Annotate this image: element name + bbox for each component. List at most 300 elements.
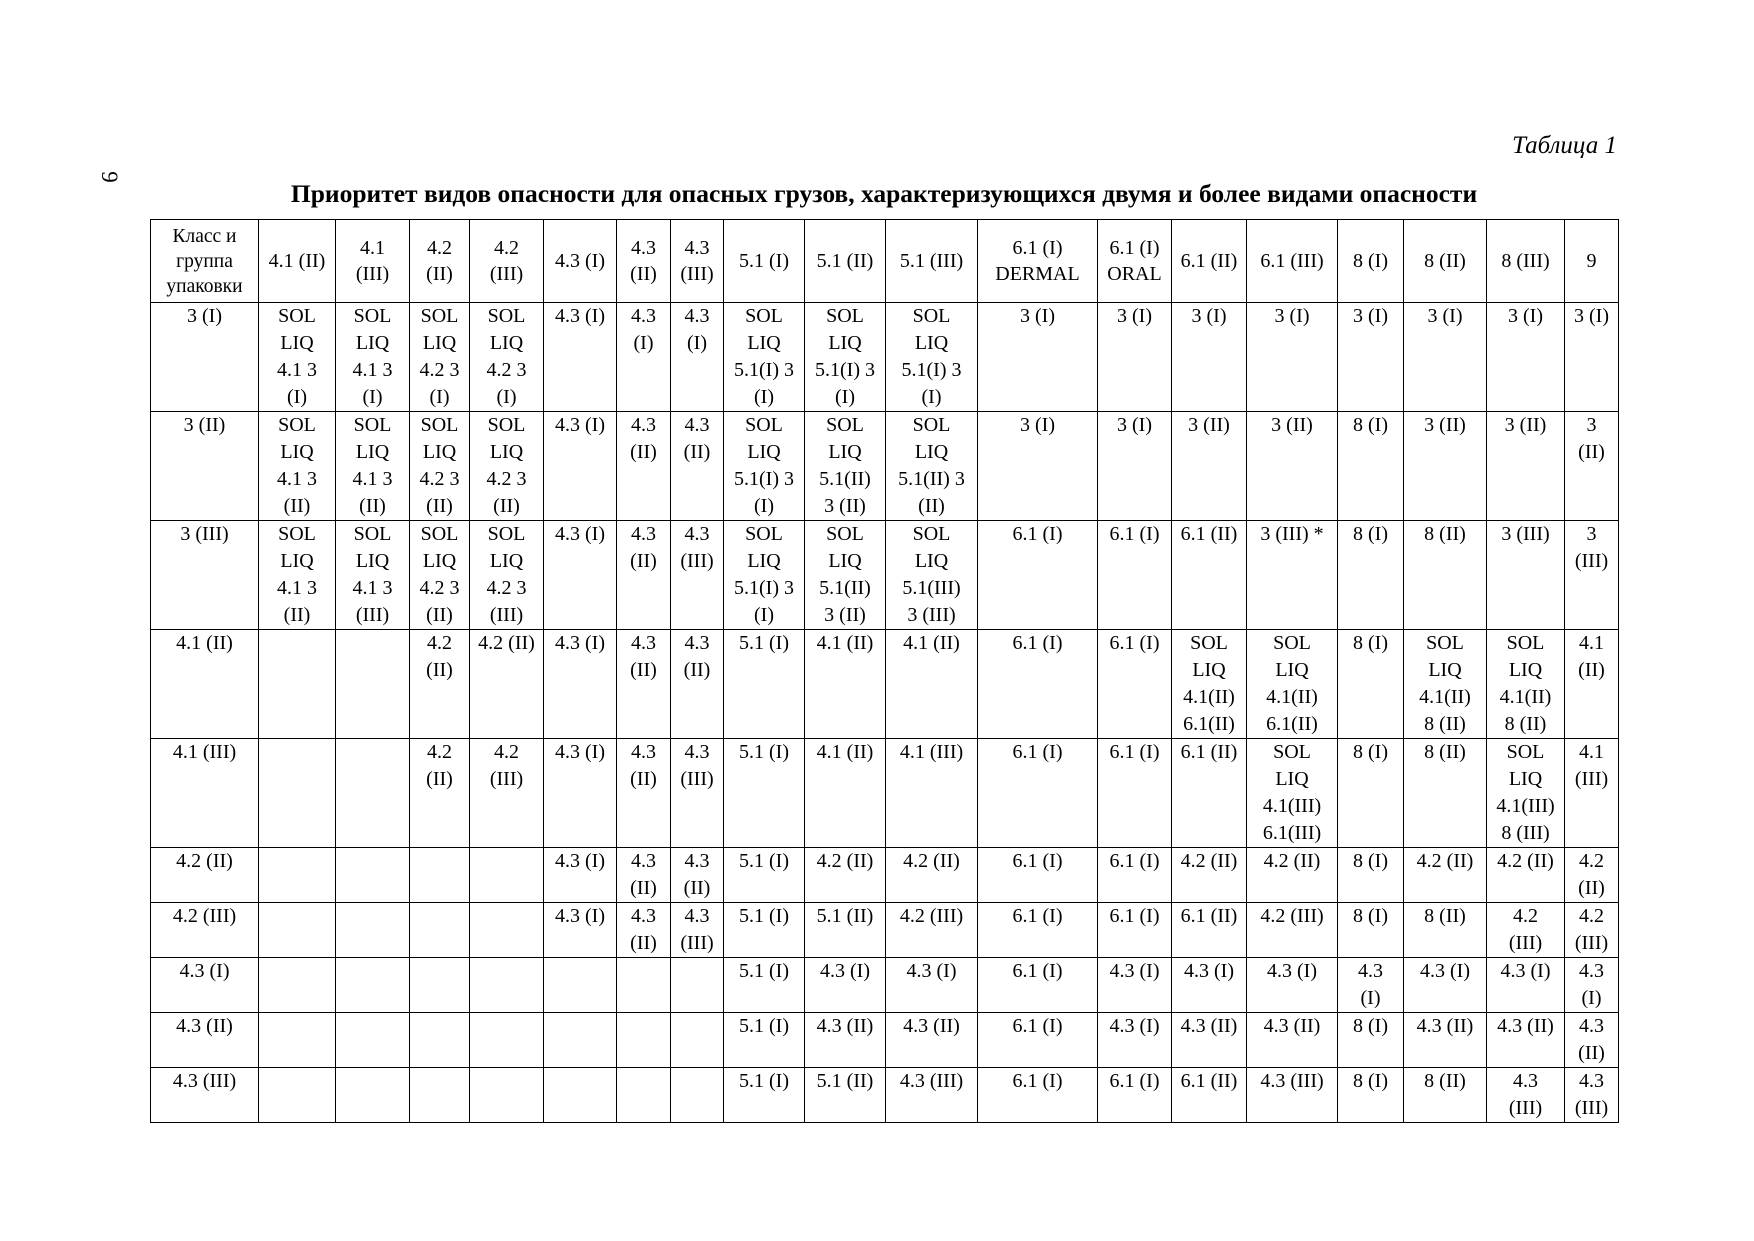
column-header-line: (II) bbox=[426, 263, 453, 285]
corner-header-line: упаковки bbox=[166, 275, 243, 297]
table-cell bbox=[410, 630, 470, 739]
cell-line: 8 (III) bbox=[1501, 822, 1550, 844]
cell-line: SOL bbox=[278, 305, 316, 327]
cell-line: 3 (I) bbox=[1191, 305, 1227, 327]
table-cell bbox=[1098, 303, 1172, 412]
cell-line: (III) bbox=[1508, 932, 1543, 954]
cell-line: 4.3 (I) bbox=[1109, 1015, 1160, 1037]
table-cell bbox=[1404, 630, 1487, 739]
cell-line: 3 (I) bbox=[1574, 305, 1609, 327]
table-cell bbox=[1487, 303, 1565, 412]
table-cell bbox=[336, 412, 410, 521]
cell-line: 4.3 (I) bbox=[555, 905, 605, 927]
table-row bbox=[151, 903, 1619, 958]
cell-line: (III) bbox=[1574, 1097, 1609, 1119]
table-cell bbox=[617, 412, 671, 521]
table-cell bbox=[1487, 1068, 1565, 1123]
table-cell bbox=[978, 521, 1098, 630]
row-header-cell: 4.1 (III) bbox=[151, 739, 259, 848]
cell-line: 4.1 3 bbox=[277, 359, 317, 381]
column-header-line: 8 (II) bbox=[1424, 250, 1466, 272]
cell-line: 8 (I) bbox=[1353, 523, 1388, 545]
table-cell bbox=[336, 1068, 410, 1123]
cell-line: LIQ bbox=[489, 441, 524, 463]
cell-line: (III) bbox=[1574, 768, 1609, 790]
cell-line: (II) bbox=[1578, 441, 1605, 463]
table-body bbox=[151, 303, 1619, 1123]
cell-line: 4.1 3 bbox=[352, 577, 393, 599]
cell-line: 3 (II) bbox=[1424, 414, 1466, 436]
column-header bbox=[1404, 220, 1487, 303]
table-cell bbox=[805, 412, 886, 521]
table-cell bbox=[1565, 848, 1619, 903]
table-cell bbox=[886, 303, 978, 412]
table-cell bbox=[1487, 739, 1565, 848]
cell-line: 4.3 (I) bbox=[1184, 960, 1234, 982]
table-cell bbox=[1404, 903, 1487, 958]
cell-line: (II) bbox=[630, 659, 657, 681]
page-number: 9 bbox=[97, 171, 122, 183]
cell-line: SOL bbox=[278, 523, 316, 545]
column-header-line: 8 (III) bbox=[1501, 250, 1550, 272]
table-cell bbox=[1404, 1068, 1487, 1123]
row-header-cell: 4.1 (II) bbox=[151, 630, 259, 739]
cell-line: 4.2 (II) bbox=[1497, 850, 1554, 872]
cell-line: 4.2 (II) bbox=[1180, 850, 1238, 872]
cell-line: 5.1 (I) bbox=[739, 1070, 789, 1092]
table-cell bbox=[724, 848, 805, 903]
table-cell bbox=[1338, 1013, 1404, 1068]
cell-line: 4.1 3 bbox=[352, 468, 393, 490]
cell-line: LIQ bbox=[914, 332, 949, 354]
cell-line: (III) bbox=[489, 604, 524, 626]
column-header bbox=[671, 220, 724, 303]
table-cell bbox=[1565, 412, 1619, 521]
row-header-cell: 4.3 (III) bbox=[151, 1068, 259, 1123]
cell-line: 3 (I) bbox=[1353, 305, 1388, 327]
cell-line: LIQ bbox=[747, 441, 781, 463]
table-cell bbox=[1098, 958, 1172, 1013]
cell-line: (I) bbox=[287, 386, 307, 408]
table-cell bbox=[470, 303, 544, 412]
row-header-cell: 4.2 (II) bbox=[151, 848, 259, 903]
cell-line: 4.2 (II) bbox=[478, 632, 535, 654]
table-cell bbox=[259, 903, 336, 958]
cell-line: 3 (II) bbox=[824, 495, 866, 517]
table-cell bbox=[1098, 1068, 1172, 1123]
table-cell bbox=[470, 521, 544, 630]
cell-line: 8 (I) bbox=[1353, 414, 1388, 436]
cell-line: 6.1 (II) bbox=[1180, 741, 1238, 763]
column-header-line: 6.1 (II) bbox=[1180, 250, 1238, 272]
cell-line: 4.1(III) bbox=[1496, 795, 1555, 817]
cell-line: (II) bbox=[630, 441, 657, 463]
cell-line: SOL bbox=[420, 414, 459, 436]
table-cell bbox=[470, 412, 544, 521]
cell-line: SOL bbox=[1426, 632, 1464, 654]
table-cell bbox=[410, 412, 470, 521]
cell-line: SOL bbox=[487, 523, 526, 545]
table-cell bbox=[617, 903, 671, 958]
table-cell bbox=[470, 958, 544, 1013]
cell-line: 4.2 (II) bbox=[903, 850, 960, 872]
cell-line: 3 bbox=[1586, 523, 1597, 545]
table-cell bbox=[1247, 412, 1338, 521]
table-cell bbox=[978, 1013, 1098, 1068]
cell-line: LIQ bbox=[422, 550, 457, 572]
cell-line: LIQ bbox=[828, 550, 862, 572]
cell-line: LIQ bbox=[280, 441, 314, 463]
cell-line: 5.1(II) bbox=[819, 577, 871, 599]
cell-line: 4.3 bbox=[631, 741, 656, 763]
cell-line: 6.1 (I) bbox=[1012, 905, 1063, 927]
cell-line: SOL bbox=[420, 305, 459, 327]
cell-line: 4.3 (III) bbox=[1260, 1070, 1324, 1092]
cell-line: LIQ bbox=[914, 550, 949, 572]
cell-line: 3 (I) bbox=[1427, 305, 1463, 327]
cell-line: (III) bbox=[680, 550, 714, 572]
cell-line: 4.3 (II) bbox=[1180, 1015, 1238, 1037]
cell-line: 3 (I) bbox=[1020, 414, 1055, 436]
table-row bbox=[151, 958, 1619, 1013]
table-cell bbox=[886, 903, 978, 958]
cell-line: 6.1 (I) bbox=[1109, 905, 1160, 927]
cell-line: LIQ bbox=[1508, 768, 1543, 790]
cell-line: 6.1 (I) bbox=[1109, 741, 1160, 763]
table-cell bbox=[805, 1013, 886, 1068]
cell-line: 8 (I) bbox=[1353, 632, 1388, 654]
cell-line: 4.3 bbox=[1579, 1070, 1604, 1092]
table-cell bbox=[617, 958, 671, 1013]
cell-line: 4.1(II) bbox=[1266, 686, 1318, 708]
cell-line: (I) bbox=[754, 604, 774, 626]
column-header bbox=[544, 220, 617, 303]
column-header bbox=[336, 220, 410, 303]
cell-line: LIQ bbox=[280, 332, 314, 354]
cell-line: 4.1(II) bbox=[1419, 686, 1471, 708]
table-cell bbox=[1098, 521, 1172, 630]
cell-line: LIQ bbox=[828, 441, 862, 463]
column-header-line: 4.3 (I) bbox=[555, 250, 605, 272]
cell-line: 6.1 (I) bbox=[1012, 850, 1063, 872]
table-cell bbox=[1487, 412, 1565, 521]
column-header-line: 4.3 bbox=[684, 237, 710, 259]
cell-line: LIQ bbox=[747, 550, 781, 572]
table-cell bbox=[1404, 958, 1487, 1013]
table-cell bbox=[259, 630, 336, 739]
cell-line: 4.3 bbox=[1358, 960, 1383, 982]
cell-line: SOL bbox=[278, 414, 316, 436]
column-header bbox=[978, 220, 1098, 303]
cell-line: LIQ bbox=[1192, 659, 1226, 681]
table-cell bbox=[724, 739, 805, 848]
table-cell bbox=[544, 521, 617, 630]
table-cell bbox=[1404, 303, 1487, 412]
cell-line: LIQ bbox=[489, 550, 524, 572]
table-cell bbox=[410, 1013, 470, 1068]
row-header-cell: 3 (III) bbox=[151, 521, 259, 630]
column-header-line: 9 bbox=[1586, 250, 1597, 272]
table-cell bbox=[886, 1013, 978, 1068]
cell-line: 4.3 (I) bbox=[555, 741, 605, 763]
cell-line: 4.2 (II) bbox=[816, 850, 874, 872]
cell-line: (II) bbox=[426, 495, 453, 517]
cell-line: 4.1(II) bbox=[1499, 686, 1552, 708]
table-cell bbox=[336, 903, 410, 958]
cell-line: 4.2 3 bbox=[486, 577, 527, 599]
cell-line: (II) bbox=[1578, 1042, 1605, 1064]
table-row bbox=[151, 303, 1619, 412]
table-row bbox=[151, 848, 1619, 903]
cell-line: (II) bbox=[683, 659, 711, 681]
cell-line: 5.1 (I) bbox=[739, 632, 789, 654]
column-header bbox=[617, 220, 671, 303]
cell-line: 4.3 (I) bbox=[1420, 960, 1470, 982]
table-title: Приоритет видов опасности для опасных грузов, характеризующихся двумя и более видами опасности bbox=[290, 179, 1478, 208]
table-cell bbox=[886, 630, 978, 739]
table-cell bbox=[410, 739, 470, 848]
table-cell bbox=[724, 958, 805, 1013]
table-cell bbox=[410, 958, 470, 1013]
cell-line: 4.2 bbox=[1513, 905, 1538, 927]
cell-line: 3 (I) bbox=[1274, 305, 1310, 327]
column-header bbox=[724, 220, 805, 303]
cell-line: 8 (II) bbox=[1424, 523, 1466, 545]
column-header-line: 4.1 (II) bbox=[268, 250, 326, 272]
table-cell bbox=[1565, 303, 1619, 412]
table-cell bbox=[617, 1068, 671, 1123]
cell-line: (II) bbox=[630, 550, 657, 572]
column-header-line: 5.1 (III) bbox=[899, 250, 964, 272]
table-cell bbox=[886, 739, 978, 848]
table-cell bbox=[544, 303, 617, 412]
table-cell bbox=[410, 903, 470, 958]
column-header bbox=[1487, 220, 1565, 303]
cell-line: 3 (II) bbox=[824, 604, 866, 626]
cell-line: SOL bbox=[487, 414, 526, 436]
cell-line: LIQ bbox=[422, 441, 457, 463]
cell-line: LIQ bbox=[828, 332, 862, 354]
cell-line: 6.1 (I) bbox=[1012, 741, 1063, 763]
table-cell bbox=[1404, 739, 1487, 848]
table-cell bbox=[671, 903, 724, 958]
cell-line: 8 (II) bbox=[1424, 741, 1466, 763]
cell-line: 5.1 (I) bbox=[739, 1015, 789, 1037]
cell-line: 4.3 bbox=[684, 741, 710, 763]
table-cell bbox=[724, 1068, 805, 1123]
cell-line: 3 (III) bbox=[907, 604, 956, 626]
cell-line: 4.1 (II) bbox=[816, 632, 874, 654]
table-cell bbox=[724, 630, 805, 739]
cell-line: 5.1(II) 3 bbox=[898, 468, 965, 490]
cell-line: 3 (I) bbox=[1117, 305, 1152, 327]
column-header-line: 4.1 bbox=[360, 237, 385, 259]
column-header bbox=[410, 220, 470, 303]
cell-line: 6.1 (I) bbox=[1012, 1015, 1063, 1037]
cell-line: (II) bbox=[918, 495, 945, 517]
cell-line: 4.2 (II) bbox=[1416, 850, 1474, 872]
table-cell bbox=[671, 303, 724, 412]
cell-line: SOL bbox=[912, 414, 951, 436]
cell-line: SOL bbox=[1273, 741, 1311, 763]
cell-line: 5.1(III) bbox=[902, 577, 961, 599]
cell-line: 6.1(II) bbox=[1183, 713, 1235, 735]
table-cell bbox=[724, 303, 805, 412]
table-cell bbox=[1487, 1013, 1565, 1068]
table-cell bbox=[410, 848, 470, 903]
table-cell bbox=[724, 903, 805, 958]
table-cell bbox=[259, 848, 336, 903]
table-cell bbox=[1487, 630, 1565, 739]
table-cell bbox=[724, 412, 805, 521]
table-cell bbox=[978, 903, 1098, 958]
table-cell bbox=[336, 521, 410, 630]
table-cell bbox=[336, 958, 410, 1013]
cell-line: (II) bbox=[1578, 659, 1605, 681]
cell-line: 6.1(III) bbox=[1262, 822, 1322, 844]
table-cell bbox=[470, 903, 544, 958]
table-row bbox=[151, 630, 1619, 739]
cell-line: SOL bbox=[353, 305, 392, 327]
table-cell bbox=[336, 739, 410, 848]
table-cell bbox=[671, 739, 724, 848]
cell-line: (I) bbox=[1581, 987, 1602, 1009]
cell-line: LIQ bbox=[914, 441, 949, 463]
cell-line: 6.1 (I) bbox=[1012, 632, 1063, 654]
cell-line: (I) bbox=[835, 386, 855, 408]
cell-line: (II) bbox=[630, 932, 657, 954]
table-cell bbox=[544, 848, 617, 903]
column-header-line: 5.1 (I) bbox=[739, 250, 789, 272]
table-cell bbox=[1172, 848, 1247, 903]
cell-line: SOL bbox=[826, 414, 864, 436]
table-cell bbox=[805, 303, 886, 412]
cell-line: LIQ bbox=[422, 332, 457, 354]
table-cell bbox=[470, 1013, 544, 1068]
table-cell bbox=[978, 848, 1098, 903]
cell-line: 4.3 (I) bbox=[555, 414, 605, 436]
table-cell bbox=[1338, 521, 1404, 630]
column-header-line: 6.1 (III) bbox=[1260, 250, 1324, 272]
cell-line: (I) bbox=[429, 386, 450, 408]
table-cell bbox=[617, 521, 671, 630]
cell-line: 4.3 (I) bbox=[555, 305, 605, 327]
column-header-line: DERMAL bbox=[995, 263, 1080, 285]
table-cell bbox=[1247, 848, 1338, 903]
cell-line: 5.1(II) bbox=[819, 468, 871, 490]
cell-line: 5.1 (I) bbox=[739, 741, 789, 763]
cell-line: SOL bbox=[745, 523, 783, 545]
cell-line: SOL bbox=[1506, 741, 1545, 763]
cell-line: 4.2 bbox=[427, 632, 452, 654]
cell-line: 4.2 (II) bbox=[1263, 850, 1321, 872]
cell-line: 4.1 (II) bbox=[903, 632, 960, 654]
cell-line: 4.3 (II) bbox=[1497, 1015, 1554, 1037]
cell-line: 6.1 (II) bbox=[1180, 1070, 1238, 1092]
table-cell bbox=[259, 303, 336, 412]
cell-line: 4.1 3 bbox=[277, 468, 317, 490]
cell-line: 8 (II) bbox=[1424, 905, 1466, 927]
table-cell bbox=[336, 303, 410, 412]
table-cell bbox=[886, 958, 978, 1013]
column-header bbox=[470, 220, 544, 303]
cell-line: SOL bbox=[912, 523, 951, 545]
cell-line: 4.3 bbox=[684, 305, 710, 327]
table-cell bbox=[671, 1013, 724, 1068]
column-header-line: (III) bbox=[355, 263, 390, 285]
table-row bbox=[151, 412, 1619, 521]
table-cell bbox=[1247, 1068, 1338, 1123]
cell-line: LIQ bbox=[355, 441, 390, 463]
column-header-line: 8 (I) bbox=[1353, 250, 1388, 272]
table-cell bbox=[1404, 1013, 1487, 1068]
cell-line: 4.3 bbox=[684, 523, 710, 545]
cell-line: 6.1 (I) bbox=[1109, 1070, 1160, 1092]
table-cell bbox=[886, 412, 978, 521]
table-cell bbox=[886, 848, 978, 903]
table-cell bbox=[1338, 903, 1404, 958]
table-cell bbox=[617, 1013, 671, 1068]
cell-line: 4.1(II) bbox=[1183, 686, 1235, 708]
table-cell bbox=[1172, 412, 1247, 521]
table-cell bbox=[805, 848, 886, 903]
cell-line: 4.1 3 bbox=[352, 359, 393, 381]
cell-line: (III) bbox=[355, 604, 390, 626]
table-cell bbox=[805, 1068, 886, 1123]
cell-line: LIQ bbox=[355, 550, 390, 572]
cell-line: LIQ bbox=[1275, 768, 1309, 790]
cell-line: 6.1 (I) bbox=[1012, 523, 1063, 545]
column-header bbox=[1172, 220, 1247, 303]
cell-line: 6.1 (I) bbox=[1012, 960, 1063, 982]
table-cell bbox=[671, 958, 724, 1013]
table-cell bbox=[886, 521, 978, 630]
cell-line: (III) bbox=[489, 768, 524, 790]
table-cell bbox=[1338, 303, 1404, 412]
row-header-cell: 4.3 (II) bbox=[151, 1013, 259, 1068]
cell-line: (II) bbox=[283, 604, 311, 626]
cell-line: 5.1(I) 3 bbox=[815, 359, 875, 381]
cell-line: 5.1(I) 3 bbox=[901, 359, 962, 381]
table-row bbox=[151, 1068, 1619, 1123]
table-cell bbox=[978, 412, 1098, 521]
cell-line: 4.3 bbox=[631, 523, 656, 545]
cell-line: 4.1 3 bbox=[277, 577, 317, 599]
table-cell bbox=[1172, 303, 1247, 412]
cell-line: LIQ bbox=[1508, 659, 1543, 681]
cell-line: (II) bbox=[630, 877, 657, 899]
column-header bbox=[1247, 220, 1338, 303]
cell-line: LIQ bbox=[1428, 659, 1462, 681]
table-cell bbox=[544, 1068, 617, 1123]
cell-line: (I) bbox=[362, 386, 383, 408]
table-cell bbox=[978, 739, 1098, 848]
cell-line: 4.3 bbox=[1513, 1070, 1538, 1092]
table-cell bbox=[1404, 412, 1487, 521]
cell-line: 4.2 3 bbox=[419, 359, 460, 381]
table-cell bbox=[1487, 521, 1565, 630]
cell-line: SOL bbox=[1273, 632, 1311, 654]
table-cell bbox=[259, 958, 336, 1013]
cell-line: 5.1 (I) bbox=[739, 850, 789, 872]
row-header-cell: 3 (I) bbox=[151, 303, 259, 412]
table-cell bbox=[805, 521, 886, 630]
row-header-cell: 4.2 (III) bbox=[151, 903, 259, 958]
cell-line: (I) bbox=[687, 332, 707, 354]
table-cell bbox=[1172, 958, 1247, 1013]
table-cell bbox=[724, 1013, 805, 1068]
column-header-line: 4.3 bbox=[631, 237, 656, 259]
